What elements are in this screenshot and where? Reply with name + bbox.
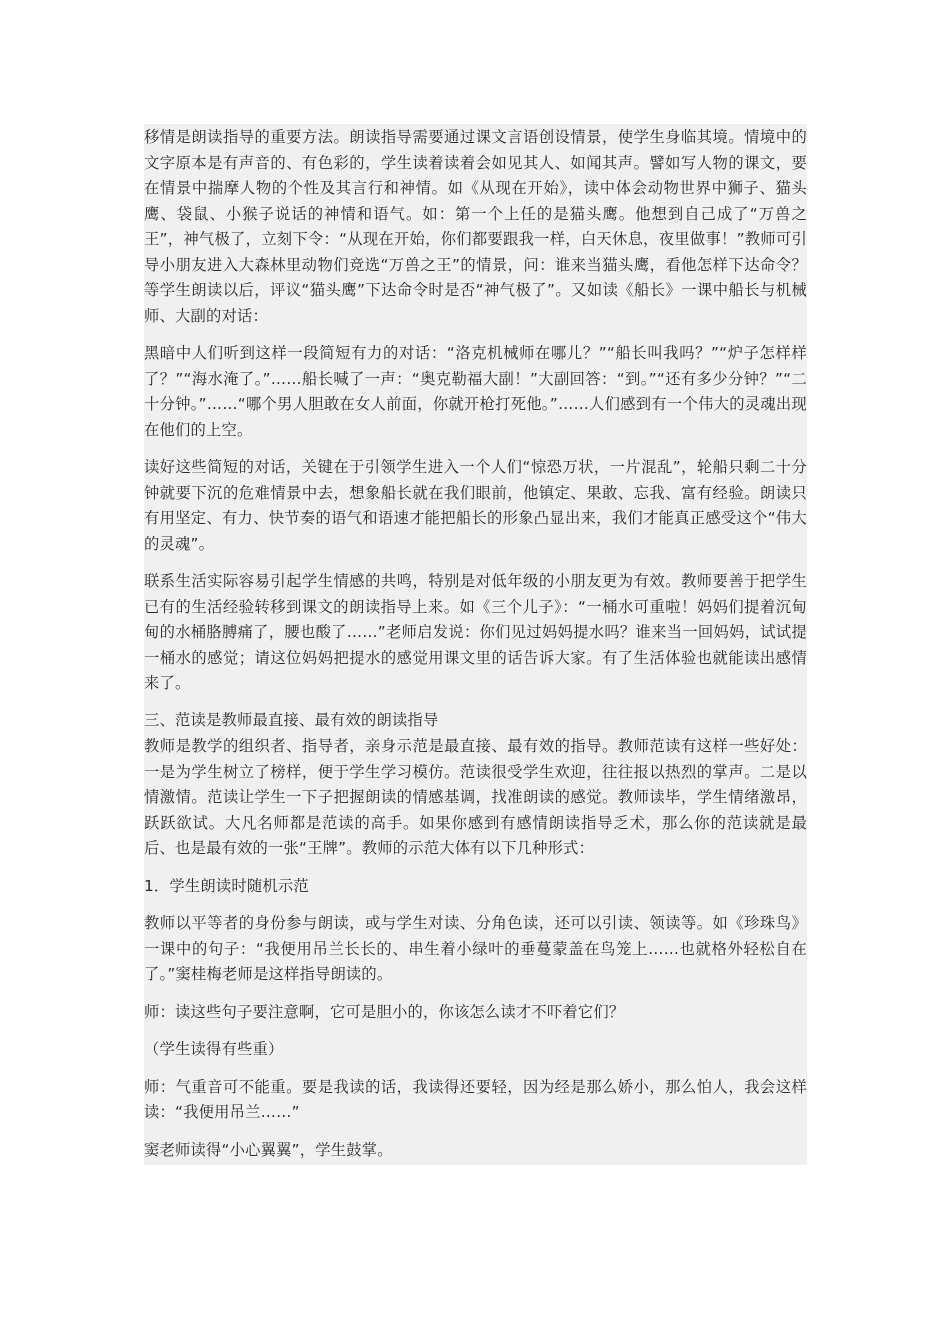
paragraph-participation: 教师以平等者的身份参与朗读，或与学生对读、分角色读，还可以引读、领读等。如《珍珠鸟》一课中的句子：“我便用吊兰长长的、串生着小绿叶的垂蔓蒙盖在鸟笼上……也就格外轻松自在了。”窦桂梅老师是这样指导朗读的。 (144, 914, 807, 983)
section-heading-model-reading: 三、范读是教师最直接、最有效的朗读指导 (144, 710, 439, 729)
paragraph-teacher-line-2: 师：气重音可不能重。要是我读的话，我读得还要轻，因为经是那么娇小，那么怕人，我会这样读：“我便用吊兰……” (144, 1077, 807, 1121)
paragraph-teacher-line-1: 师：读这些句子要注意啊，它可是胆小的，你该怎么读才不吓着它们？ (144, 1002, 625, 1021)
paragraph-student-note: （学生读得有些重） (144, 1040, 284, 1058)
paragraph-teacher-demo: 教师是教学的组织者、指导者，亲身示范是最直接、最有效的指导。教师范读有这样一些好处：一是为学生树立了榜样，便于学生学习模仿。范读很受学生欢迎，往往报以热烈的掌声。二是以情激情。范读让学生一下子把握朗读的情感基调，找准朗读的感觉。教师读毕，学生情绪激昂，跃跃欲试。大凡名师都是范读的高手。如果你感到有感情朗读指导乏术，那么你的范读就是最后、也是最有效的一张“王牌”。教师的示范大体有以下几种形式： (144, 737, 807, 857)
document-body (144, 124, 807, 1165)
subheading-random-demo: 1．学生朗读时随机示范 (144, 876, 309, 895)
paragraph-empathy: 移情是朗读指导的重要方法。朗读指导需要通过课文言语创设情景，使学生身临其境。情境中的文字原本是有声音的、有色彩的，学生读着读着会如见其人、如闻其声。譬如写人物的课文，要在情景中揣摩人物的个性及其言行和神情。如《从现在开始》，读中体会动物世界中狮子、猫头鹰、袋鼠、小猴子说话的神情和语气。如：第一个上任的是猫头鹰。他想到自己成了“万兽之王”，神气极了，立刻下令：“从现在开始，你们都要跟我一样，白天休息，夜里做事！”教师可引导小朋友进入大森林里动物们竞选“万兽之王”的情景，问：谁来当猫头鹰，看他怎样下达命令？等学生朗读以后，评议“猫头鹰”下达命令时是否“神气极了”。又如读《船长》一课中船长与机械师、大副的对话： (144, 128, 807, 325)
paragraph-reading-dialogue: 读好这些简短的对话，关键在于引领学生进入一个人们“惊恐万状，一片混乱”，轮船只剩二十分钟就要下沉的危难情景中去，想象船长就在我们眼前，他镇定、果敢、忘我、富有经验。朗读只有用坚定、有力、快节奏的语气和语速才能把船长的形象凸显出来，我们才能真正感受这个“伟大的灵魂”。 (144, 458, 807, 553)
paragraph-conclusion: 窦老师读得“小心翼翼”，学生鼓掌。 (144, 1140, 393, 1159)
paragraph-life-experience: 联系生活实际容易引起学生情感的共鸣，特别是对低年级的小朋友更为有效。教师要善于把学生已有的生活经验转移到课文的朗读指导上来。如《三个儿子》：“一桶水可重啦！妈妈们提着沉甸甸的水桶胳膊痛了，腰也酸了……”老师启发说：你们见过妈妈提水吗？谁来当一回妈妈，试试提一桶水的感觉；请这位妈妈把提水的感觉用课文里的话告诉大家。有了生活体验也就能读出感情来了。 (144, 572, 807, 692)
paragraph-dialogue: 黑暗中人们听到这样一段简短有力的对话：“洛克机械师在哪儿？”“船长叫我吗？”“炉子怎样样了？”“海水淹了。”……船长喊了一声：“奥克勒福大副！”大副回答：“到。”“还有多少分钟？”“二十分钟。”……“哪个男人胆敢在女人前面，你就开枪打死他。”……人们感到有一个伟大的灵魂出现在他们的上空。 (144, 344, 807, 439)
